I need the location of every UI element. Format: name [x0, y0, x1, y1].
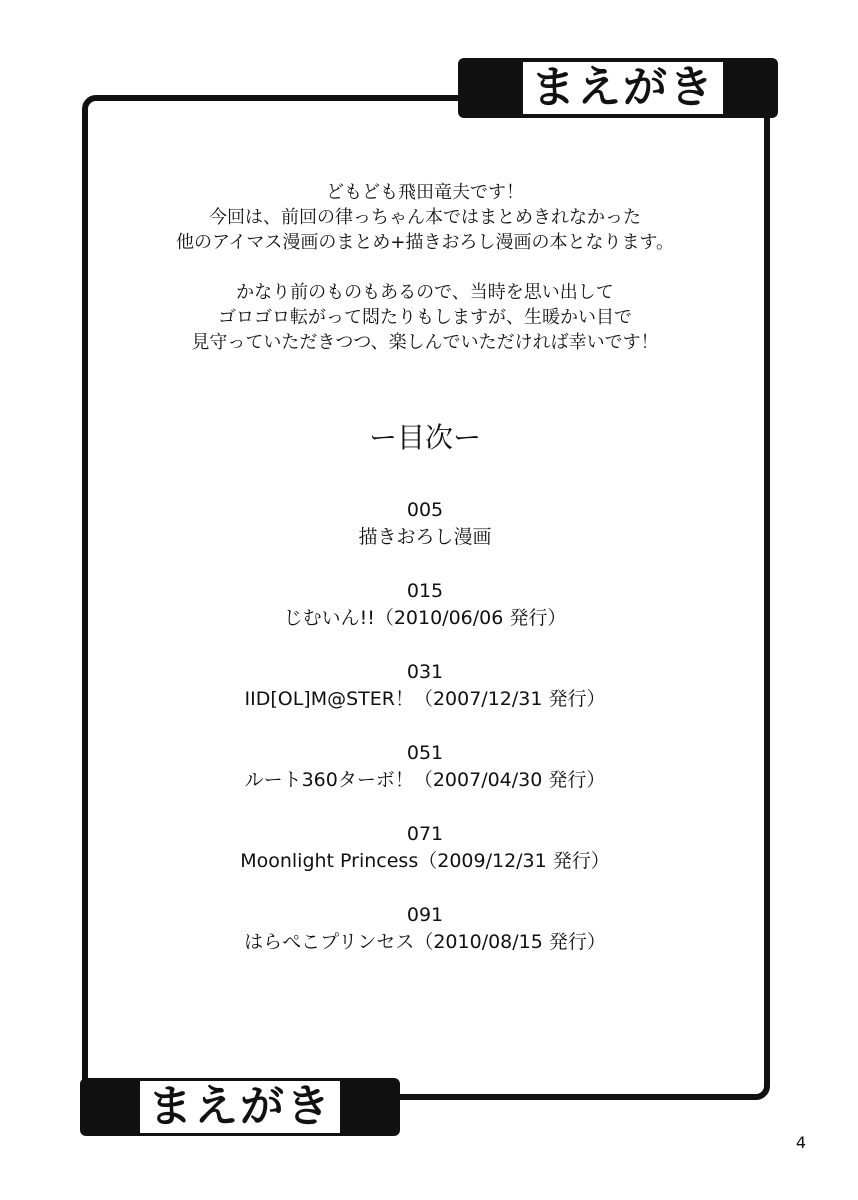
intro-text: [100, 180, 750, 355]
intro-line: 今回は、前回の律っちゃん本ではまとめきれなかった: [209, 207, 641, 228]
toc-entry: [100, 578, 750, 659]
intro-line: どもども飛田竜夫です！: [326, 182, 524, 203]
toc-page-number: 071: [406, 823, 444, 845]
toc-title: はらぺこプリンセス（2010/08/15 発行）: [244, 931, 606, 953]
toc-page-number: 005: [406, 499, 444, 521]
toc-title: Moonlight Princess（2009/12/31 発行）: [240, 850, 610, 872]
toc-title: じむいん!!（2010/06/06 発行）: [283, 607, 567, 629]
toc-page-number: 015: [406, 580, 444, 602]
table-of-contents: [100, 497, 750, 983]
intro-line: ゴロゴロ転がって悶たりもしますが、生暖かい目で: [218, 307, 632, 328]
header-tab-label: まえがき: [523, 62, 723, 114]
toc-heading: ー目次ー: [368, 421, 481, 454]
page-number: 4: [795, 1133, 806, 1152]
footer-tab-label: まえがき: [140, 1081, 340, 1133]
intro-line: 見守っていただきつつ、楽しんでいただければ幸いです！: [191, 332, 659, 353]
toc-entry: [100, 497, 750, 578]
intro-line: 他のアイマス漫画のまとめ+描きおろし漫画の本となります。: [175, 232, 675, 253]
toc-page-number: 091: [406, 904, 444, 926]
intro-gap: [100, 255, 750, 280]
toc-entry: [100, 821, 750, 902]
toc-page-number: 051: [406, 742, 444, 764]
toc-entry: [100, 659, 750, 740]
toc-page-number: 031: [406, 661, 444, 683]
toc-entry: [100, 902, 750, 983]
toc-entry: [100, 740, 750, 821]
toc-title: IID[OL]M@STER！（2007/12/31 発行）: [244, 688, 606, 710]
footer-tab: [80, 1078, 400, 1136]
toc-title: ルート360ターボ！（2007/04/30 発行）: [244, 769, 606, 791]
intro-line: かなり前のものもあるので、当時を思い出して: [236, 282, 614, 303]
header-tab: [458, 58, 778, 118]
toc-title: 描きおろし漫画: [358, 526, 492, 548]
